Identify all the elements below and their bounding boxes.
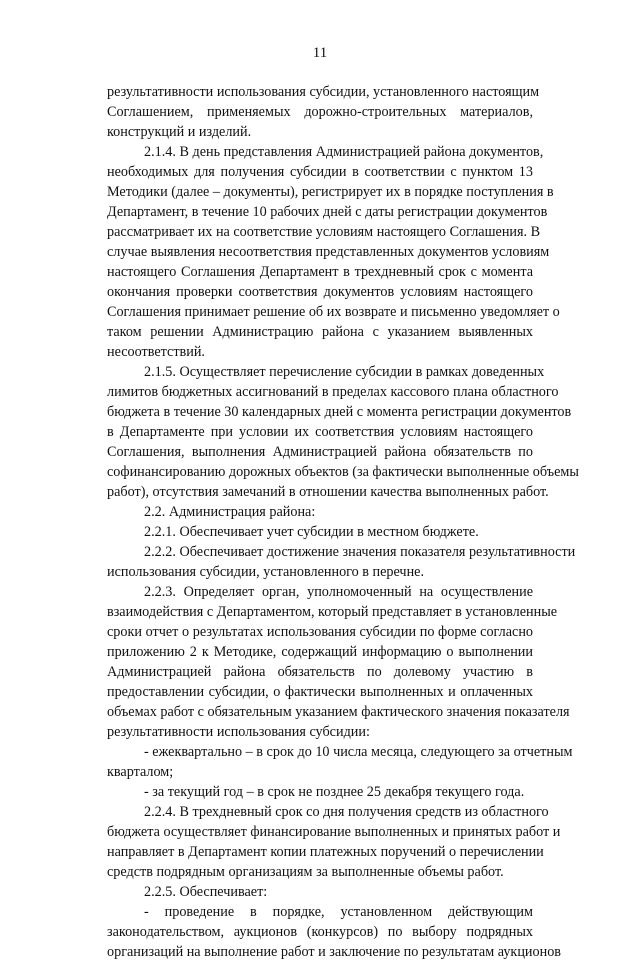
text-line: результативности использования субсидии, установленного настоящим — [107, 84, 540, 100]
text-line: сроки отчет о результатах использования субсидии по форме согласно — [107, 624, 533, 640]
text-line: организаций на выполнение работ и заключение по результатам аукционов — [107, 944, 561, 960]
text-line: Методики (далее – документы), регистрирует их в порядке поступления в — [107, 184, 554, 200]
text-line: 2.1.5. Осуществляет перечисление субсидии в рамках доведенных — [144, 364, 545, 380]
text-line: бюджета осуществляет финансирование выполненных и принятых работ и — [107, 824, 561, 840]
text-line: приложению 2 к Методике, содержащий информацию о выполнении — [107, 644, 533, 660]
text-line: софинансированию дорожных объектов (за фактически выполненные объемы — [107, 464, 579, 480]
text-line: настоящего Соглашения Департамент в трехдневный срок с момента — [107, 264, 533, 280]
text-line: Администрацией района обязательств по долевому участию в — [107, 664, 533, 680]
text-line: Соглашением, применяемых дорожно-строительных материалов, — [107, 104, 533, 120]
text-line: 2.2.4. В трехдневный срок со дня получения средств из областного — [144, 804, 549, 820]
text-line: работ), отсутствия замечаний в отношении качества выполненных работ. — [107, 484, 549, 500]
text-line: таком решении Администрацию района с указанием выявленных — [107, 324, 533, 340]
text-line: результативности использования субсидии: — [107, 724, 370, 740]
document-body — [107, 82, 579, 962]
text-line: 2.2.2. Обеспечивает достижение значения показателя результативности — [144, 544, 576, 560]
text-line: Соглашения принимает решение об их возврате и письменно уведомляет о — [107, 304, 560, 320]
text-line: - проведение в порядке, установленном действующим — [144, 904, 533, 920]
text-line: направляет в Департамент копии платежных поручений о перечислении — [107, 844, 544, 860]
text-line: средств подрядным организациям за выполненные объемы работ. — [107, 864, 504, 880]
text-line: в Департаменте при условии их соответствия условиям настоящего — [107, 424, 533, 440]
text-line: окончания проверки соответствия документов условиям настоящего — [107, 284, 533, 300]
text-line: несоответствий. — [107, 344, 205, 360]
text-line: взаимодействия с Департаментом, который представляет в установленные — [107, 604, 558, 620]
text-line: объемах работ с обязательным указанием фактического значения показателя — [107, 704, 570, 720]
text-line: конструкций и изделий. — [107, 124, 252, 140]
text-line: рассматривает их на соответствие условиям настоящего Соглашения. В — [107, 224, 541, 240]
text-line: законодательством, аукционов (конкурсов) по выбору подрядных — [107, 924, 533, 940]
text-line: 2.1.4. В день представления Администрацией района документов, — [144, 144, 544, 160]
text-line: 2.2.3. Определяет орган, уполномоченный на осуществление — [144, 584, 533, 600]
text-line: случае выявления несоответствия представленных документов условиям — [107, 244, 550, 260]
text-line: бюджета в течение 30 календарных дней с момента регистрации документов — [107, 404, 572, 420]
text-line: - ежеквартально – в срок до 10 числа месяца, следующего за отчетным — [144, 744, 573, 760]
text-line: использования субсидии, установленного в перечне. — [107, 564, 425, 580]
text-line: 2.2.1. Обеспечивает учет субсидии в местном бюджете. — [144, 524, 479, 540]
text-line: Соглашения, выполнения Администрацией района обязательств по — [107, 444, 533, 460]
text-line: кварталом; — [107, 764, 174, 780]
text-line: предоставлении субсидии, о фактически выполненных и оплаченных — [107, 684, 533, 700]
text-line: 2.2. Администрация района: — [144, 504, 316, 520]
text-line: Департамент, в течение 10 рабочих дней с даты регистрации документов — [107, 204, 548, 220]
page-number: 11 — [312, 45, 328, 61]
text-line: - за текущий год – в срок не позднее 25 декабря текущего года. — [144, 784, 525, 800]
text-line: 2.2.5. Обеспечивает: — [144, 884, 268, 900]
text-line: лимитов бюджетных ассигнований в пределах кассового плана областного — [107, 384, 559, 400]
text-line: необходимых для получения субсидии в соответствии с пунктом 13 — [107, 164, 533, 180]
